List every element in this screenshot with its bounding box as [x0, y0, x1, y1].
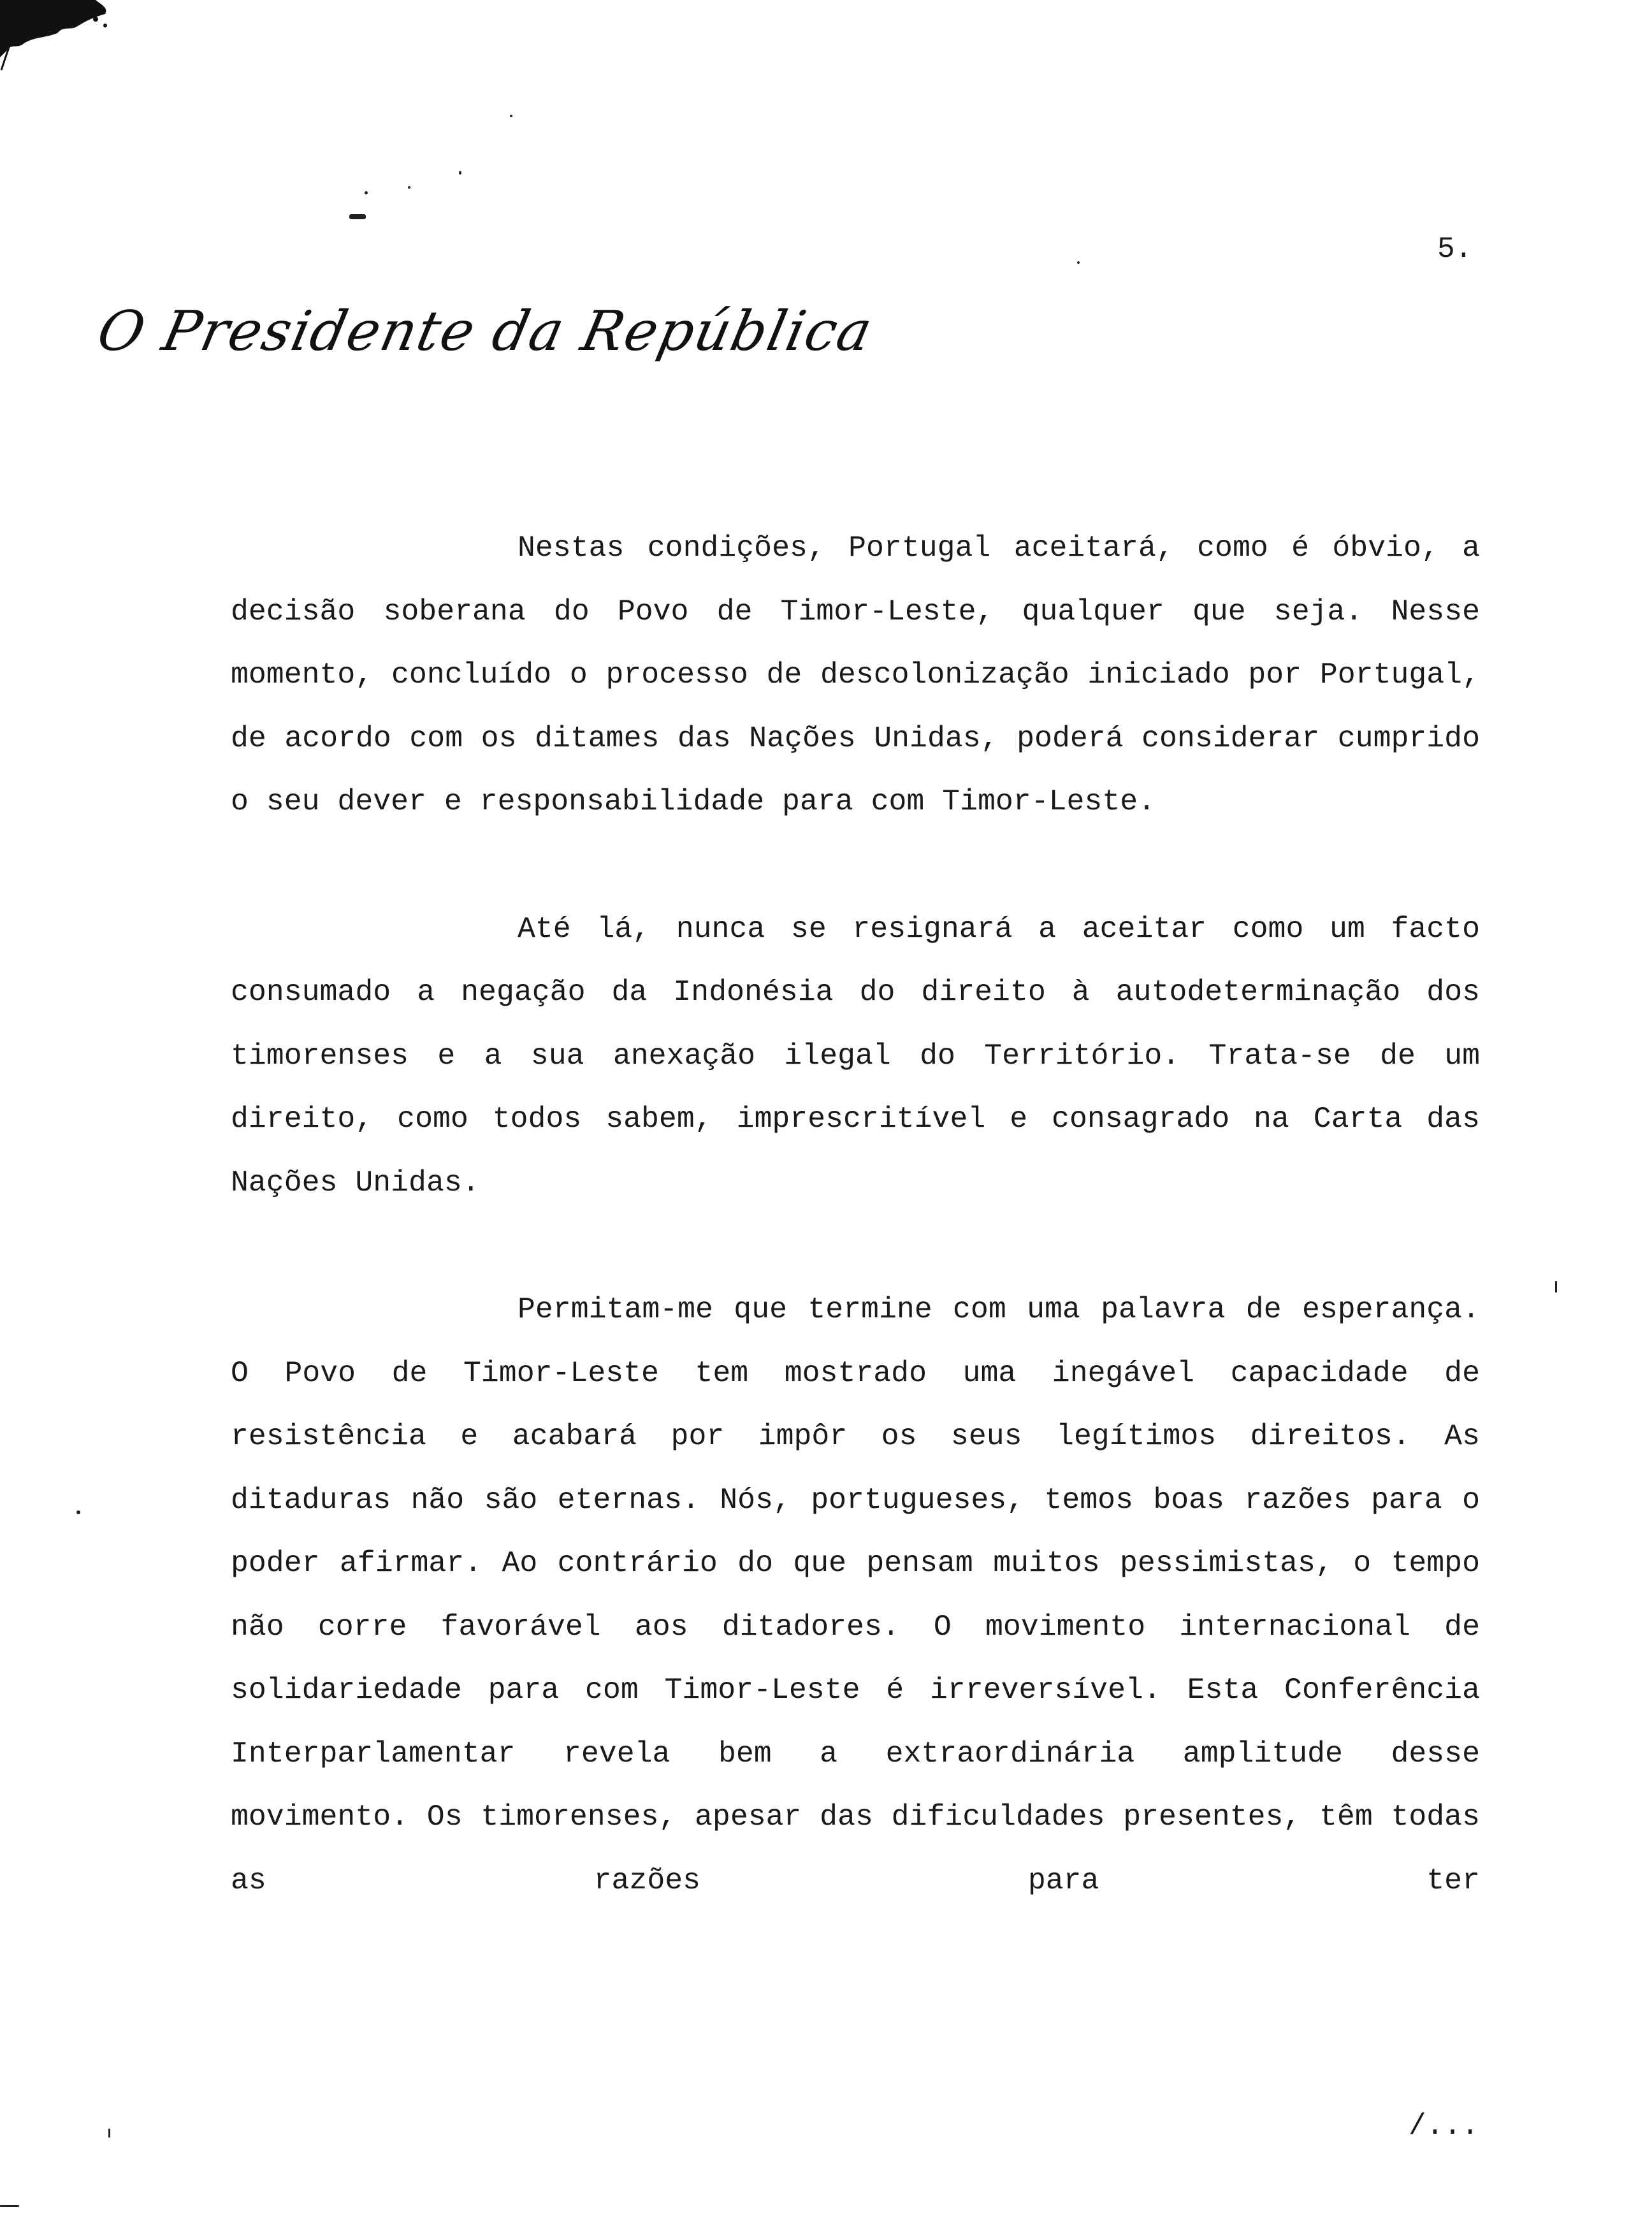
- scan-speck: [459, 171, 461, 175]
- letterhead-title: O Presidente da República: [92, 300, 879, 363]
- scan-speck: [510, 115, 512, 117]
- page-number: 5.: [1437, 233, 1473, 266]
- continuation-marker: /...: [1409, 2110, 1479, 2143]
- ink-blot-mark: [0, 0, 127, 76]
- paragraph: Permitam-me que termine com uma palavra de esperança. O Povo de Timor-Leste tem mostrado uma inegável capacidade de resistência e acabará por impôr os seus legítimos direitos. As ditaduras não são eternas. Nós, portugueses, temos boas razões para o poder afirmar. Ao contrário do que pensam muitos pessimistas, o tempo não corre favorável aos ditadores. O movimento internacional de solidariedade para com Timor-Leste é irreversível. Esta Conferência Interparlamentar revela bem a extraordinária amplitude desse movimento. Os timorenses, apesar das dificuldades presentes, têm todas as razões para ter: [231, 1292, 1480, 1897]
- scan-speck: [1077, 261, 1080, 264]
- paragraph: Até lá, nunca se resignará a aceitar como um facto consumado a negação da Indonésia do direito à autodeterminação dos timorenses e a sua anexação ilegal do Território. Trata-se de um direito, como todos sabem, imprescritível e consagrado na Carta das Nações Unidas.: [231, 911, 1480, 1199]
- scan-speck: [0, 2205, 19, 2207]
- scan-speck: [349, 214, 366, 219]
- scan-speck: [108, 2129, 110, 2138]
- scan-speck: [1555, 1281, 1557, 1292]
- scan-speck: [76, 1510, 80, 1514]
- scan-speck: [408, 186, 410, 189]
- scan-speck: [365, 191, 368, 194]
- body-text: [231, 516, 1480, 1912]
- paragraph: Nestas condições, Portugal aceitará, como é óbvio, a decisão soberana do Povo de Timor-Leste, qualquer que seja. Nesse momento, concluído o processo de descolonização iniciado por Portugal, de acordo com os ditames das Nações Unidas, poderá considerar cumprido o seu dever e responsabilidade para com Timor-Leste.: [231, 531, 1480, 818]
